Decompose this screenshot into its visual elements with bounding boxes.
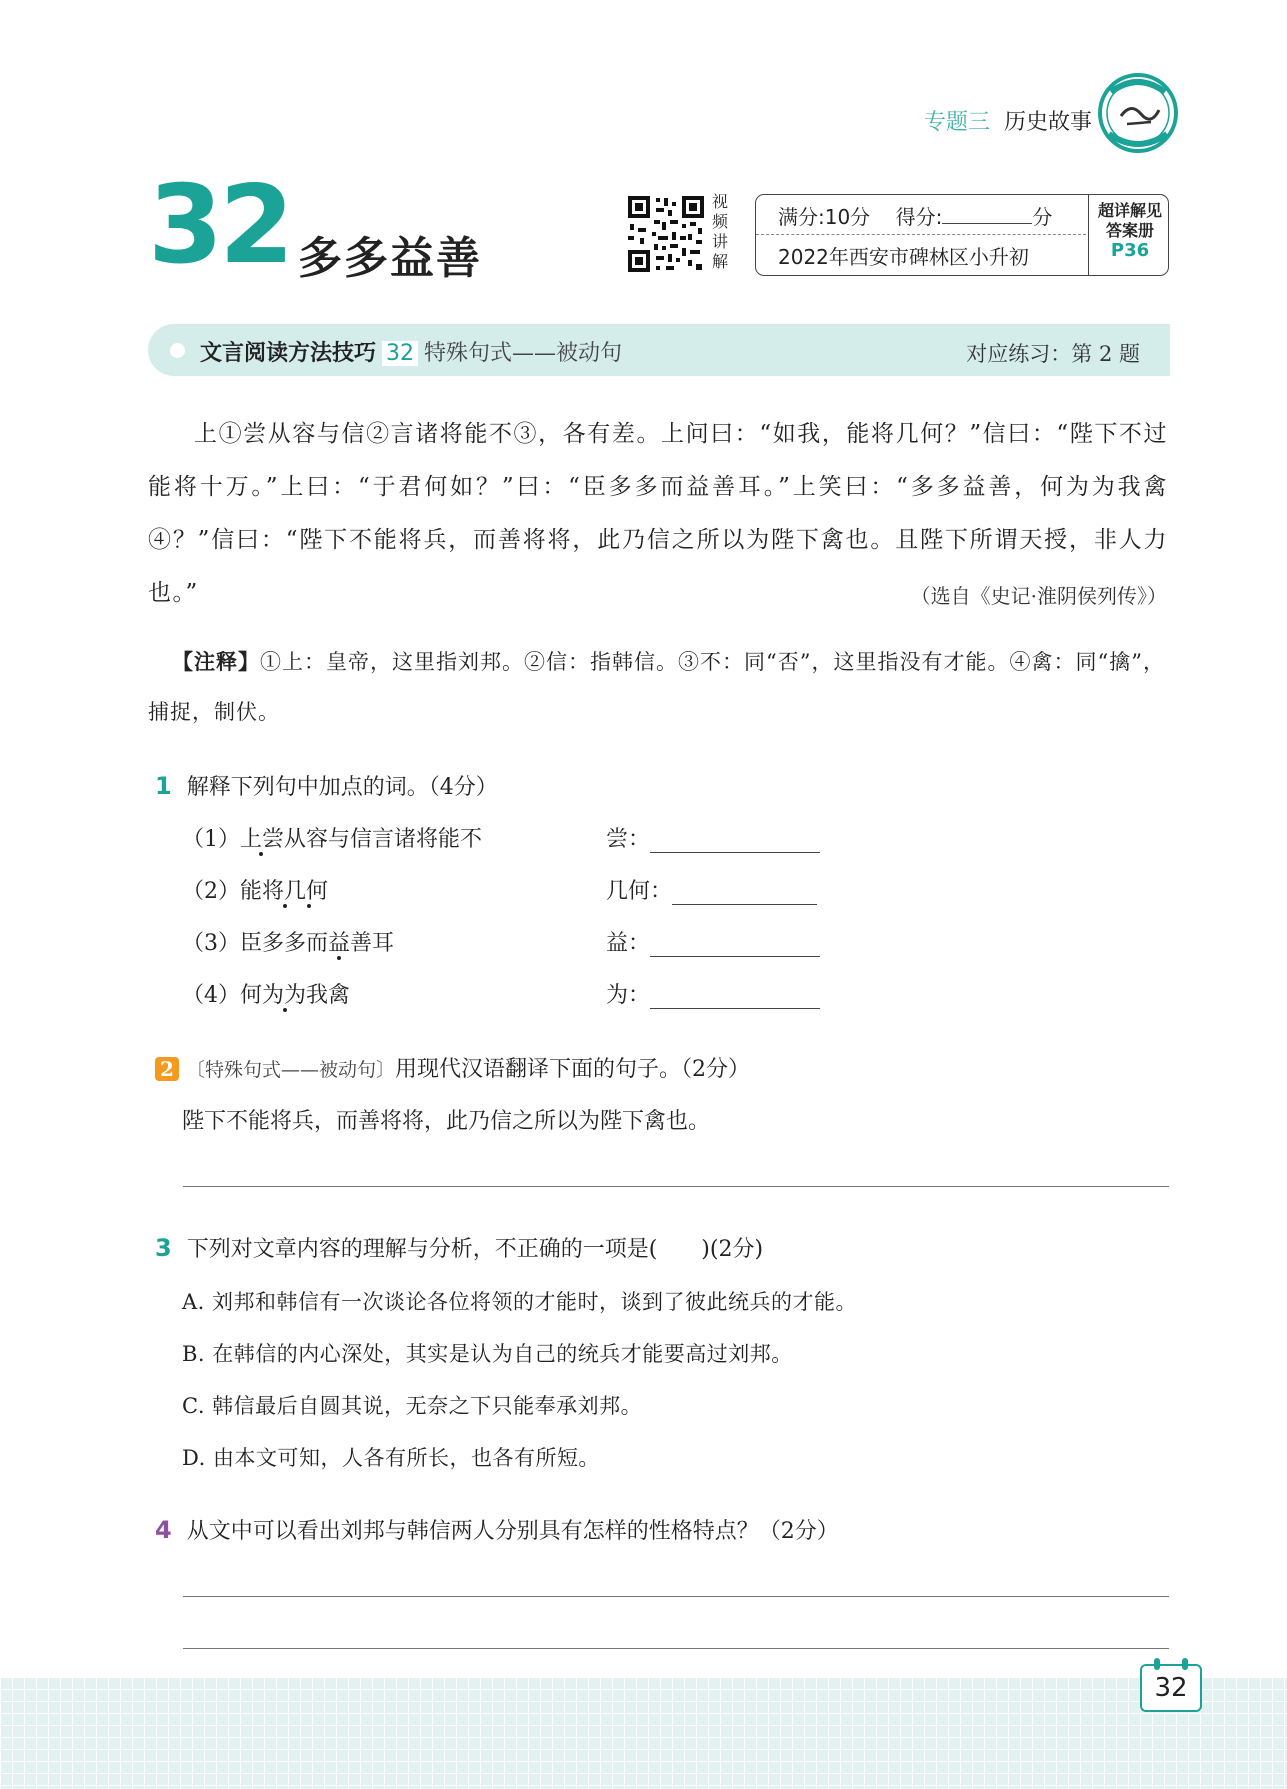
option-c[interactable]: C. 韩信最后自圆其说，无奈之下只能奉承刘邦。 bbox=[182, 1394, 643, 1418]
answer-label: 尝： bbox=[606, 827, 651, 852]
question-number: 4 bbox=[155, 1516, 172, 1544]
q1-answer-1[interactable] bbox=[606, 822, 820, 853]
question-number: 3 bbox=[155, 1234, 172, 1262]
question-number: 1 bbox=[155, 772, 172, 800]
emphasis-dot bbox=[283, 1008, 287, 1012]
answer-label: 为： bbox=[606, 983, 651, 1008]
page-number-text: 32 bbox=[1154, 1673, 1188, 1703]
item-text: （4）何为为我禽 bbox=[182, 983, 350, 1008]
video-label[interactable]: 视频讲解 bbox=[712, 192, 729, 271]
page-number bbox=[1140, 1664, 1202, 1712]
answer-line[interactable] bbox=[183, 1596, 1169, 1597]
score-box bbox=[755, 194, 1169, 276]
q1-item-3 bbox=[182, 926, 394, 957]
banner-practice: 对应练习：第 2 题 bbox=[966, 342, 1140, 366]
annotation bbox=[148, 637, 1168, 737]
note-label: 【注释】 bbox=[172, 650, 260, 674]
option-b[interactable]: B. 在韩信的内心深处，其实是认为自己的统兵才能要高过刘邦。 bbox=[182, 1342, 793, 1366]
divider bbox=[1088, 195, 1089, 275]
q1-answer-3[interactable] bbox=[606, 926, 820, 957]
item-text: （1）上尝从容与信言诸将能不 bbox=[182, 827, 482, 852]
full-score: 满分:10分 bbox=[778, 205, 871, 229]
passage-source: （选自《史记·淮阴侯列传》） bbox=[910, 584, 1167, 608]
question-tag: 〔特殊句式——被动句〕 bbox=[186, 1059, 396, 1081]
exam-source: 2022年西安市碑林区小升初 bbox=[778, 245, 1029, 269]
score-blank[interactable] bbox=[942, 207, 1032, 224]
question-1 bbox=[155, 770, 498, 801]
answer-label: 益： bbox=[606, 931, 651, 956]
score-label: 得分: bbox=[895, 205, 943, 229]
q1-item-1 bbox=[182, 822, 482, 853]
banner-title: 文言阅读方法技巧 bbox=[200, 341, 377, 366]
question-number: 2 bbox=[155, 1057, 179, 1081]
passage-text: 上①尝从容与信②言诸将能不③，各有差。上问曰：“如我，能将几何？”信曰：“陛下不过能将十万。”上曰：“于君何如？”曰：“臣多多而益善耳。”上笑曰：“多多益善，何为为我禽④？”信曰：“陛下不能将兵，而善将将，此乃信之所以为陛下禽也。且陛下所谓天授，非人力也。” bbox=[148, 421, 1168, 606]
option-d[interactable]: D. 由本文可知，人各有所长，也各有所短。 bbox=[182, 1446, 600, 1470]
topic-label: 专题三 bbox=[923, 110, 990, 135]
brand-seal-icon bbox=[1097, 72, 1179, 154]
item-text: （2）能将几何 bbox=[182, 879, 328, 904]
answer-line[interactable] bbox=[183, 1648, 1169, 1649]
banner-heading bbox=[200, 336, 622, 367]
option-a[interactable]: A. 刘邦和韩信有一次谈论各位将领的才能时，谈到了彼此统兵的才能。 bbox=[182, 1290, 858, 1314]
binder-ring-icon bbox=[1154, 1658, 1160, 1670]
banner-topic: 特殊句式——被动句 bbox=[424, 341, 623, 366]
item-text: （3）臣多多而益善耳 bbox=[182, 931, 394, 956]
answer-blank[interactable] bbox=[672, 882, 817, 905]
question-stem: 下列对文章内容的理解与分析，不正确的一项是( )(2分) bbox=[186, 1237, 764, 1262]
question-4 bbox=[155, 1514, 839, 1545]
divider bbox=[756, 234, 1086, 235]
answer-blank[interactable] bbox=[650, 986, 820, 1009]
emphasis-dot bbox=[283, 904, 287, 908]
answer-blank[interactable] bbox=[650, 934, 820, 957]
q1-answer-4[interactable] bbox=[606, 978, 820, 1009]
answer-label: 几何： bbox=[606, 879, 673, 904]
qr-code-icon[interactable] bbox=[626, 194, 706, 274]
lesson-number: 32 bbox=[148, 163, 291, 288]
answer-line[interactable] bbox=[183, 1186, 1169, 1187]
binder-ring-icon bbox=[1182, 1658, 1188, 1670]
q1-item-2 bbox=[182, 874, 328, 905]
question-stem: 从文中可以看出刘邦与韩信两人分别具有怎样的性格特点？（2分） bbox=[186, 1519, 839, 1544]
emphasis-dot bbox=[259, 852, 263, 856]
answer-hint: 超详解见答案册 bbox=[1097, 201, 1162, 240]
method-banner bbox=[148, 324, 1170, 376]
note-text: ①上：皇帝，这里指刘邦。②信：指韩信。③不：同“否”，这里指没有才能。④禽：同“擒”，捕捉，制伏。 bbox=[148, 650, 1165, 724]
q1-item-4 bbox=[182, 978, 350, 1009]
banner-number: 32 bbox=[382, 341, 418, 366]
question-stem: 解释下列句中加点的词。（4分） bbox=[186, 775, 498, 800]
answer-reference bbox=[1092, 201, 1168, 261]
emphasis-dot bbox=[307, 904, 311, 908]
emphasis-dot bbox=[337, 956, 341, 960]
score-row bbox=[778, 201, 1052, 230]
topic-name: 历史故事 bbox=[1003, 110, 1092, 135]
question-2 bbox=[155, 1052, 750, 1083]
q2-sentence: 陛下不能将兵，而善将将，此乃信之所以为陛下禽也。 bbox=[182, 1109, 711, 1134]
footer-grid bbox=[0, 1677, 1287, 1789]
lesson-title: 多多益善 bbox=[298, 233, 482, 284]
answer-page: P36 bbox=[1110, 240, 1150, 261]
score-unit: 分 bbox=[1032, 205, 1053, 229]
topic-header bbox=[924, 105, 1092, 136]
question-3 bbox=[155, 1232, 763, 1263]
bullet-icon bbox=[170, 343, 185, 358]
answer-blank[interactable] bbox=[650, 830, 820, 853]
q1-answer-2[interactable] bbox=[606, 874, 817, 905]
question-stem: 用现代汉语翻译下面的句子。（2分） bbox=[395, 1057, 751, 1082]
